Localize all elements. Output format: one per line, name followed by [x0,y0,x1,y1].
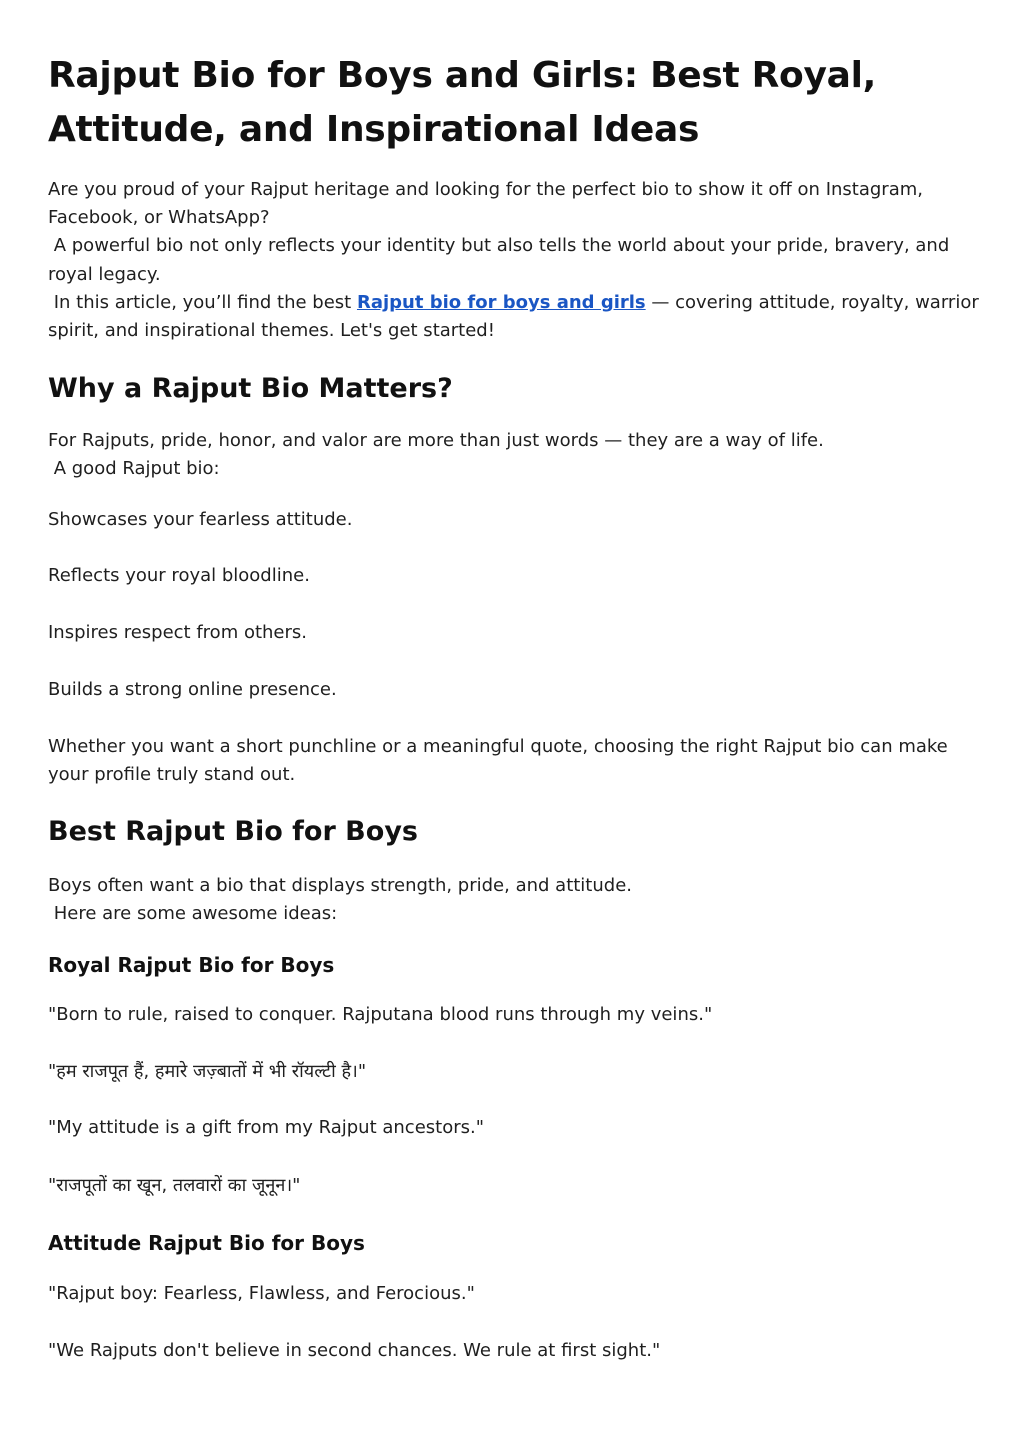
why-point-4: Builds a strong online presence. [48,679,337,700]
why-closing-line-1: Whether you want a short punchline or a meaningful quote, choosing the right Rajput bio can make [48,736,948,757]
intro-line-5 [48,289,979,317]
royal-quote-4: "राजपूतों का खून, तलवारों का जूनून।" [48,1175,301,1196]
intro-line-3: A powerful bio not only reflects your identity but also tells the world about your pride, bravery, and [48,235,950,256]
boys-heading: Best Rajput Bio for Boys [48,816,418,847]
boys-line-1: Boys often want a bio that displays strength, pride, and attitude. [48,875,632,896]
why-point-3: Inspires respect from others. [48,622,307,643]
intro-text-after-link: — covering attitude, royalty, warrior [645,292,979,313]
royal-boys-heading: Royal Rajput Bio for Boys [48,953,335,977]
intro-text-before-link: In this article, you’ll find the best [48,292,357,313]
why-line-1: For Rajputs, pride, honor, and valor are more than just words — they are a way of life. [48,430,824,451]
why-heading: Why a Rajput Bio Matters? [48,373,453,404]
intro-line-6: spirit, and inspirational themes. Let's get started! [48,320,495,341]
intro-line-2: Facebook, or WhatsApp? [48,207,270,228]
intro-line-1: Are you proud of your Rajput heritage and looking for the perfect bio to show it off on Instagram, [48,179,923,200]
page-title-line-1: Rajput Bio for Boys and Girls: Best Royal, [48,55,877,96]
why-point-2: Reflects your royal bloodline. [48,565,310,586]
royal-quote-3: "My attitude is a gift from my Rajput ancestors." [48,1117,485,1138]
attitude-boys-heading: Attitude Rajput Bio for Boys [48,1231,365,1255]
attitude-quote-1: "Rajput boy: Fearless, Flawless, and Ferocious." [48,1283,475,1304]
why-line-2: A good Rajput bio: [48,458,220,479]
boys-line-2: Here are some awesome ideas: [48,903,338,924]
why-point-1: Showcases your fearless attitude. [48,509,353,530]
rajput-bio-link[interactable]: Rajput bio for boys and girls [356,292,646,313]
royal-quote-1: "Born to rule, raised to conquer. Rajputana blood runs through my veins." [48,1004,713,1025]
royal-quote-2: "हम राजपूत हैं, हमारे जज़्बातों में भी रॉयल्टी है।" [48,1061,367,1082]
attitude-quote-2: "We Rajputs don't believe in second chances. We rule at first sight." [48,1340,661,1361]
intro-line-4: royal legacy. [48,264,161,285]
why-closing-line-2: your profile truly stand out. [48,764,296,785]
page-title-line-2: Attitude, and Inspirational Ideas [48,109,700,150]
